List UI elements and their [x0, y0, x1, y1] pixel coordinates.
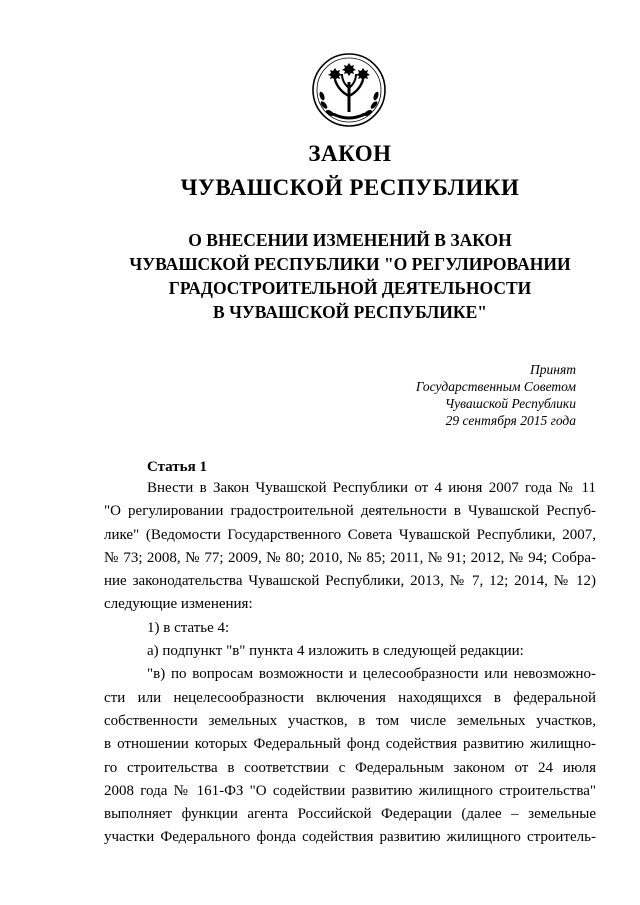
- law-title: ЗАКОН: [308, 141, 392, 166]
- body-line: сти или нецелесообразности включения находящихся в федеральной: [104, 689, 596, 706]
- body-line: участки Федерального фонда содействия развитию жилищного строитель-: [104, 829, 596, 846]
- adoption-line: Государственным Советом: [415, 379, 576, 394]
- body-line: выполняет функции агента Российской Федерации (далее – земельные: [104, 806, 596, 823]
- adoption-line: Принят: [530, 362, 576, 377]
- law-republic-title: ЧУВАШСКОЙ РЕСПУБЛИКИ: [180, 175, 520, 200]
- body-line: "в) по вопросам возможности и целесообразности или невозможно-: [147, 666, 596, 683]
- body-line: Внести в Закон Чувашской Республики от 4 июня 2007 года № 11: [147, 480, 596, 496]
- adoption-line: Чувашской Республики: [444, 396, 576, 411]
- law-subtitle: [0, 228, 640, 324]
- body-line: № 73; 2008, № 77; 2009, № 80; 2010, № 85; 2011, № 91; 2012, № 94; Собра-: [104, 549, 596, 566]
- body-line: следующие изменения:: [104, 596, 253, 613]
- adoption-note: [416, 361, 576, 429]
- subtitle-line: В ЧУВАШСКОЙ РЕСПУБЛИКЕ": [213, 302, 487, 322]
- article-heading: Статья 1: [147, 459, 207, 475]
- body-line: собственности земельных участков, в том числе земельных участков,: [104, 712, 596, 729]
- body-line: 1) в статье 4:: [147, 619, 230, 636]
- subtitle-line: ГРАДОСТРОИТЕЛЬНОЙ ДЕЯТЕЛЬНОСТИ: [168, 278, 532, 298]
- body-line: 2008 года № 161-ФЗ "О содействии развитию жилищного строительства": [104, 782, 596, 799]
- adoption-date: 29 сентября 2015 года: [445, 413, 576, 428]
- body-line: в отношении которых Федеральный фонд содействия развитию жилищно-: [104, 736, 596, 753]
- subtitle-line: О ВНЕСЕНИИ ИЗМЕНЕНИЙ В ЗАКОН: [188, 230, 512, 250]
- subtitle-line: ЧУВАШСКОЙ РЕСПУБЛИКИ "О РЕГУЛИРОВАНИИ: [129, 254, 571, 274]
- body-line: лике" (Ведомости Государственного Совета Чувашской Республики, 2007,: [104, 526, 596, 543]
- body-line: "О регулировании градостроительной деятельности в Чувашской Респуб-: [104, 503, 596, 520]
- body-line: ние законодательства Чувашской Республики, 2013, № 7, 12; 2014, № 12): [104, 573, 596, 590]
- article-body: [104, 477, 596, 850]
- body-line: а) подпункт "в" пункта 4 изложить в следующей редакции:: [147, 643, 524, 660]
- chuvash-republic-emblem-icon: [311, 52, 387, 128]
- body-line: го строительства в соответствии с Федеральным законом от 24 июля: [104, 759, 596, 776]
